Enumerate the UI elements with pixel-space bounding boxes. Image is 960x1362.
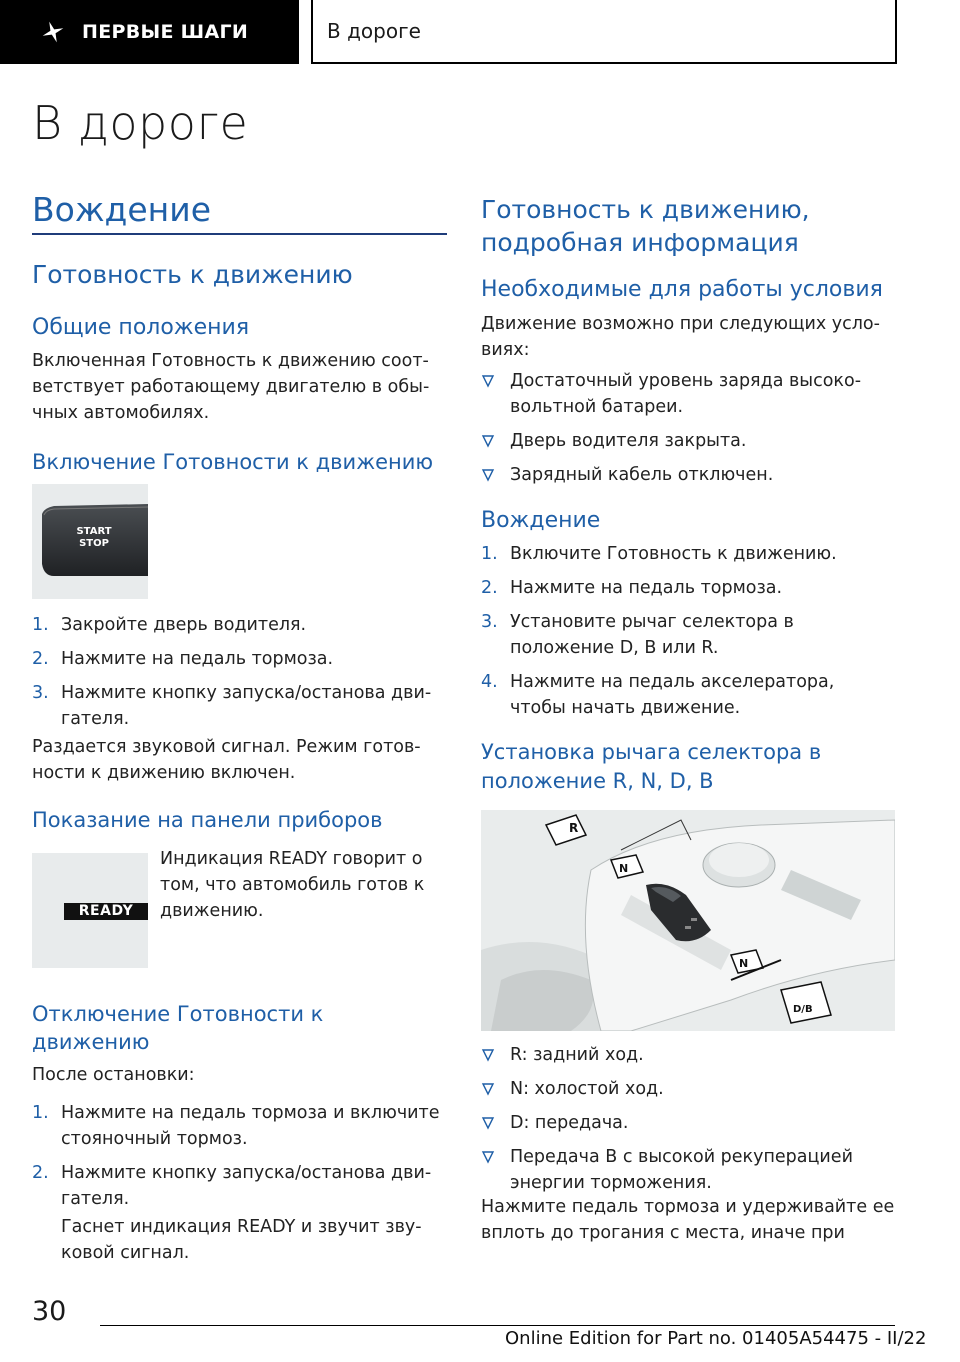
list-item: 1. Нажмите на педаль тормоза и включите стояночный тормоз.: [32, 1103, 440, 1149]
page-number: 30: [32, 1296, 67, 1327]
disable-steps-list: [32, 1100, 452, 1212]
star-sparkle-icon: [40, 19, 66, 45]
selector-label-n-top: N: [619, 862, 629, 875]
subsection-heading-readiness: Готовность к движению: [32, 260, 353, 289]
gear-positions-list: [481, 1042, 901, 1196]
footer-rule: [100, 1325, 895, 1326]
heading-disable-readiness: Отключение Готовности к движению: [32, 1002, 324, 1054]
list-item: Передача B с высокой рекуперацией энергии торможения.: [481, 1144, 901, 1196]
driving-steps-list: [481, 541, 901, 721]
heading-enable-readiness: Включение Готовности к движению: [32, 450, 434, 474]
conditions-list: [481, 368, 901, 488]
heading-dashboard-display: Показание на панели приборов: [32, 808, 383, 832]
list-item: 4. Нажмите на педаль акселератора, чтобы начать движение.: [481, 672, 835, 718]
heading-conditions: Необходимые для работы условия: [481, 277, 883, 302]
disable-after-text: Гаснет индикация READY и звучит зву- ковой сигнал.: [61, 1217, 422, 1263]
heading-driving: Вождение: [481, 508, 601, 533]
list-item: R: задний ход.: [481, 1042, 901, 1068]
list-item: Достаточный уровень заряда высоко- вольтной батареи.: [481, 368, 901, 420]
subsection-heading-readiness-details: Готовность к движению, подробная информация: [481, 195, 810, 257]
bullet-triangle-icon: [481, 1082, 495, 1096]
display-text: Индикация READY говорит о том, что автомобиль готов к движению.: [160, 849, 425, 921]
bullet-triangle-icon: [481, 434, 495, 448]
bullet-triangle-icon: [481, 1048, 495, 1062]
selector-label-db: D/B: [793, 1004, 813, 1015]
bullet-triangle-icon: [481, 1150, 495, 1164]
section-label: ПЕРВЫЕ ШАГИ: [82, 21, 249, 43]
heading-selector-positions: Установка рычага селектора в положение R, N, D, B: [481, 740, 822, 793]
heading-rule: [32, 233, 447, 235]
start-label: START: [76, 526, 112, 537]
bullet-triangle-icon: [481, 1116, 495, 1130]
list-item: 2. Нажмите на педаль тормоза.: [32, 649, 334, 669]
list-item: 3. Нажмите кнопку запуска/останова дви- гателя.: [32, 683, 432, 729]
list-item: 1. Закройте дверь водителя.: [32, 615, 307, 635]
enable-steps-list: [32, 612, 452, 732]
start-stop-button-image: [32, 484, 148, 599]
heading-general: Общие положения: [32, 315, 250, 340]
enable-after-text: Раздается звуковой сигнал. Режим готов- ности к движению включен.: [32, 737, 421, 783]
general-text: Включенная Готовность к движению соот- ветствует работающему двигателю в обы- чных автомобилях.: [32, 351, 430, 423]
conditions-intro: Движение возможно при следующих усло- виях:: [481, 314, 880, 360]
list-item: N: холостой ход.: [481, 1076, 901, 1102]
list-item: D: передача.: [481, 1110, 901, 1136]
final-text: Нажмите педаль тормоза и удерживайте ее вплоть до трогания с места, иначе при: [481, 1197, 895, 1243]
list-item: 1. Включите Готовность к движению.: [481, 544, 837, 564]
list-item: 3. Установите рычаг селектора в положение D, B или R.: [481, 612, 794, 658]
footer-edition: Online Edition for Part no. 01405A54475 - II/22: [505, 1328, 927, 1349]
list-item: Дверь водителя закрыта.: [481, 428, 901, 454]
ready-badge: READY: [64, 903, 148, 920]
list-item: Зарядный кабель отключен.: [481, 462, 901, 488]
chapter-tab[interactable]: [311, 0, 897, 64]
stop-label: STOP: [79, 538, 109, 549]
list-item: 2. Нажмите кнопку запуска/останова дви- гателя.: [32, 1163, 432, 1209]
chapter-label: В дороге: [327, 19, 421, 43]
ready-indicator-image: [32, 853, 148, 968]
selector-label-n-bottom: N: [739, 957, 749, 970]
page-title: В дороге: [32, 96, 249, 150]
list-item: 2. Нажмите на педаль тормоза.: [481, 578, 783, 598]
gear-selector-image: [481, 810, 895, 1031]
section-heading-driving: Вождение: [32, 190, 212, 229]
selector-label-r: R: [569, 821, 579, 835]
bullet-triangle-icon: [481, 468, 495, 482]
section-tab[interactable]: [0, 0, 299, 64]
bullet-triangle-icon: [481, 374, 495, 388]
disable-intro: После остановки:: [32, 1065, 195, 1085]
